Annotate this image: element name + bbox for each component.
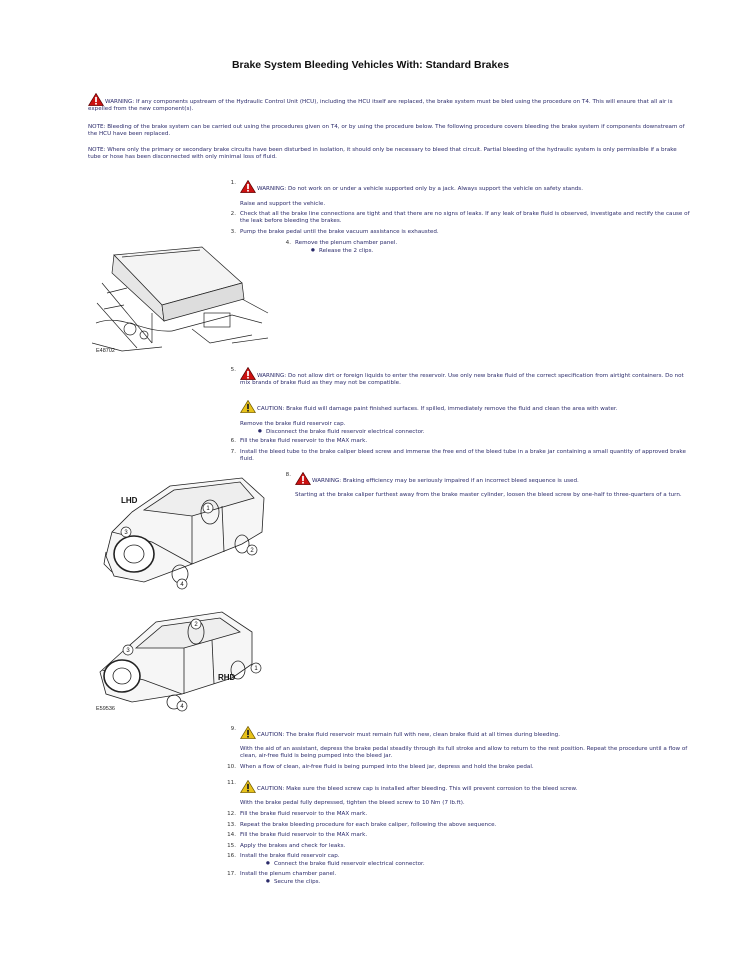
callout-text: 2 <box>194 622 198 629</box>
step-8-warning <box>285 472 690 485</box>
step-number: 16. <box>227 853 236 859</box>
step-1-text: Raise and support the vehicle. <box>240 201 326 207</box>
step-2 <box>230 211 690 225</box>
step-number: 10. <box>227 764 236 770</box>
step-5-warning <box>230 367 690 387</box>
step-warning-text: WARNING: Do not allow dirt or foreign liquids to enter the reservoir. Use only new brake fluid of the correct specification from airtight containers. Do not mix brands of brake fluid as they may not be compatible. <box>240 373 684 386</box>
step-9-caution <box>230 726 690 739</box>
warning-icon <box>88 93 104 106</box>
step-16 <box>227 853 690 860</box>
callout-text: 1 <box>254 666 258 673</box>
step-text: Check that all the brake line connections are tight and that there are no signs of leaks. If any leak of brake fluid is observed, investigate and rectify the cause of the leak before bleeding the brakes. <box>240 211 690 224</box>
step-10 <box>227 764 690 771</box>
step-number: 14. <box>227 832 236 838</box>
caution-icon <box>240 780 256 793</box>
step-text: Fill the brake fluid reservoir to the MAX mark. <box>240 438 368 444</box>
step-5-caution <box>240 400 690 413</box>
step-text: Pump the brake pedal until the brake vacuum assistance is exhausted. <box>240 229 439 235</box>
step-warning-text: WARNING: Do not work on or under a vehicle supported only by a jack. Always support the vehicle on safety stands. <box>257 186 583 192</box>
step-warning-text: WARNING: Braking efficiency may be seriously impaired if an incorrect bleed sequence is used. <box>312 478 579 484</box>
step-number: 4. <box>285 240 291 246</box>
page-title: Brake System Bleeding Vehicles With: Standard Brakes <box>231 59 510 71</box>
step-number: 9. <box>230 726 236 732</box>
step-number: 12. <box>227 811 236 817</box>
step-number: 6. <box>230 438 236 444</box>
step-3 <box>230 229 690 236</box>
step-11-caution <box>227 780 690 793</box>
rhd-vehicle-drawing <box>100 612 252 709</box>
caution-icon <box>240 400 256 413</box>
step-text: Repeat the brake bleeding procedure for each brake caliper, following the above sequence. <box>240 822 497 828</box>
step-number: 17. <box>227 871 236 877</box>
step-1-warning <box>230 180 690 193</box>
step-number: 5. <box>230 367 236 373</box>
step-8-text: Starting at the brake caliper furthest away from the brake master cylinder, loosen the bleed screw by one-half to three-quarters of a turn. <box>295 492 682 498</box>
step-text: When a flow of clean, air-free fluid is being pumped into the bleed jar, depress and hold the brake pedal. <box>240 764 534 770</box>
step-number: 11. <box>227 780 236 786</box>
step-12 <box>227 811 690 818</box>
step-text: Install the plenum chamber panel. <box>240 871 337 877</box>
step-number: 1. <box>230 180 236 186</box>
callout-text: 4 <box>180 582 184 589</box>
callout-text: 3 <box>124 530 128 537</box>
step-13 <box>227 822 690 829</box>
warning-icon <box>240 180 256 193</box>
step-17 <box>227 871 690 878</box>
intro-note-1: NOTE: Bleeding of the brake system can be carried out using the procedures given on T4, or by using the procedure below. The following procedure covers bleeding the brake system if components downstream of the HCU have been replaced. <box>88 124 685 137</box>
plenum-panel-figure <box>92 243 270 355</box>
step-6 <box>230 438 690 445</box>
step-text: Install the brake fluid reservoir cap. <box>240 853 340 859</box>
intro-warning-text: WARNING: If any components upstream of the Hydraulic Control Unit (HCU), including the HCU itself are replaced, the brake system must be bled using the procedure on T4. This will ensure that all air is expelled from the new component(s). <box>88 99 673 112</box>
step-9-text: With the aid of an assistant, depress the brake pedal steadily through its full stroke and allow to return to the rest position. Repeat the procedure until a flow of clean, air-free fluid is being pumped into the bleed jar. <box>240 746 688 759</box>
step-number: 13. <box>227 822 236 828</box>
intro-warning <box>88 93 688 113</box>
rhd-label: RHD <box>218 673 236 682</box>
step-text: Fill the brake fluid reservoir to the MAX mark. <box>240 832 368 838</box>
step-number: 15. <box>227 843 236 849</box>
step-11-text: With the brake pedal fully depressed, tighten the bleed screw to 10 Nm (7 lb.ft). <box>240 800 465 806</box>
callout-text: 2 <box>250 548 254 555</box>
lhd-label: LHD <box>121 496 138 505</box>
caution-icon <box>240 726 256 739</box>
callout-text: 4 <box>180 704 184 711</box>
step-text: Install the bleed tube to the brake caliper bleed screw and immerse the free end of the bleed tube in a brake jar containing a small quantity of approved brake fluid. <box>240 449 686 462</box>
step-number: 7. <box>230 449 236 455</box>
step-number: 3. <box>230 229 236 235</box>
intro-note-2: NOTE: Where only the primary or secondary brake circuits have been disturbed in isolation, it should only be necessary to bleed that circuit. Partial bleeding of the hydraulic system is only permissible if a brake tube or hose has been disconnected with only minimal loss of fluid. <box>88 147 677 160</box>
figure-2-label: E59536 <box>96 706 115 712</box>
step-4 <box>285 240 675 247</box>
step-text: Fill the brake fluid reservoir to the MAX mark. <box>240 811 368 817</box>
figure-1-label: E48702 <box>96 348 115 354</box>
callout-text: 1 <box>206 506 210 513</box>
step-4-bullet: ● Release the 2 clips. <box>297 247 691 255</box>
warning-icon <box>240 367 256 380</box>
step-caution-text: CAUTION: Brake fluid will damage paint finished surfaces. If spilled, immediately remove the fluid and clean the area with water. <box>257 406 618 412</box>
step-caution-text: CAUTION: The brake fluid reservoir must remain full with new, clean brake fluid at all times during bleeding. <box>257 732 561 738</box>
step-text: Apply the brakes and check for leaks. <box>240 843 346 849</box>
step-7 <box>230 449 690 463</box>
step-16-bullet: ● Connect the brake fluid reservoir electrical connector. <box>252 860 716 868</box>
bleed-sequence-figure <box>92 472 272 712</box>
step-number: 2. <box>230 211 236 217</box>
step-5-text: Remove the brake fluid reservoir cap. <box>240 421 346 427</box>
step-14 <box>227 832 690 839</box>
step-caution-text: CAUTION: Make sure the bleed screw cap is installed after bleeding. This will prevent corrosion to the bleed screw. <box>257 786 578 792</box>
step-5-bullet: ● Disconnect the brake fluid reservoir electrical connector. <box>244 428 708 436</box>
step-15 <box>227 843 690 850</box>
step-17-bullet: ● Secure the clips. <box>252 878 716 886</box>
warning-icon <box>295 472 311 485</box>
step-number: 8. <box>285 472 291 478</box>
step-text: Remove the plenum chamber panel. <box>295 240 398 246</box>
callout-text: 3 <box>126 648 130 655</box>
